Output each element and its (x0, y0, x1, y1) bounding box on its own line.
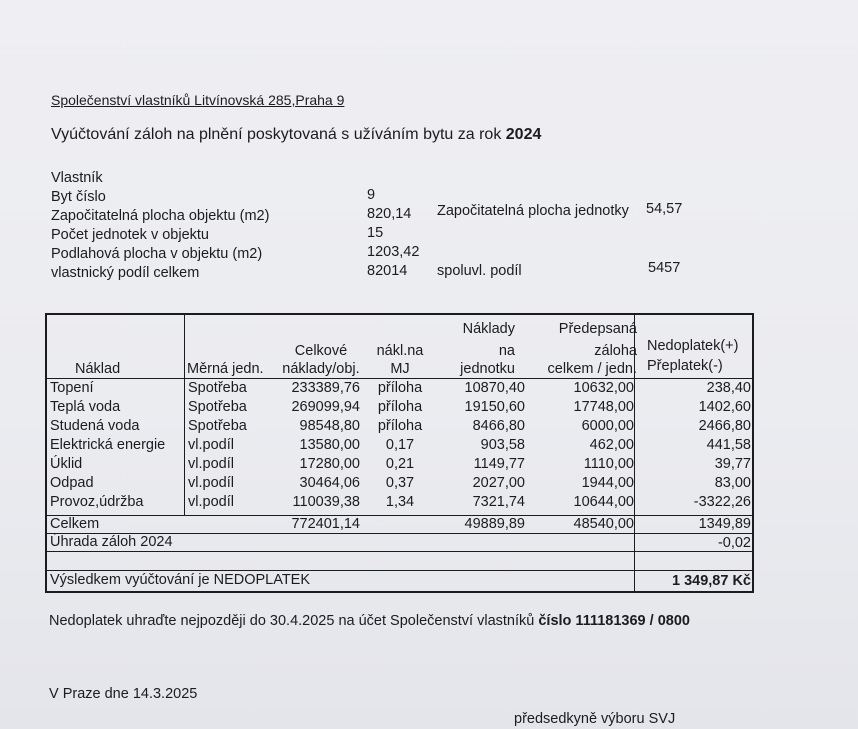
header-jedn-1: Náklady (462, 321, 515, 337)
share-value: 82014 (367, 263, 408, 279)
row-jednotku: 2027,00 (472, 475, 525, 491)
row-jednotka: vl.podíl (188, 494, 234, 510)
row-mj: příloha (377, 380, 423, 396)
date-line: V Praze dne 14.3.2025 (49, 686, 198, 702)
row-mj: příloha (377, 418, 423, 434)
header-zal-1: Předepsaná (558, 321, 637, 337)
title-year: 2024 (505, 126, 542, 143)
row-celkem: 13580,00 (299, 437, 360, 453)
payment-note-text: Nedoplatek uhraďte nejpozději do 30.4.2025 na účet Společenství vlastníků (49, 613, 535, 629)
row-mj: 0,17 (385, 437, 415, 453)
header-jednotka: Měrná jedn. (187, 361, 264, 377)
row-zaloha: 1944,00 (581, 475, 634, 491)
row-vysledek: 441,58 (706, 437, 751, 453)
row-jednotku: 7321,74 (472, 494, 525, 510)
row-zaloha: 6000,00 (581, 418, 634, 434)
row-naklad: Provoz,údržba (50, 494, 144, 510)
row-vysledek: 83,00 (714, 475, 751, 491)
header-zal-3: celkem / jedn. (547, 361, 637, 377)
organization-name: Společenství vlastníků Litvínovská 285,Praha 9 (51, 92, 345, 108)
row-mj: 1,34 (385, 494, 415, 510)
header-jedn-3: jednotku (460, 361, 515, 377)
header-naklad: Náklad (75, 361, 121, 377)
row-jednotka: vl.podíl (188, 456, 234, 472)
row-vysledek: 2466,80 (698, 418, 751, 434)
row-jednotka: Spotřeba (188, 380, 247, 396)
row-jednotku: 19150,60 (464, 399, 525, 415)
share-label: vlastnický podíl celkem (51, 265, 200, 281)
row-jednotka: vl.podíl (188, 437, 234, 453)
row-jednotku: 10870,40 (464, 380, 525, 396)
row-mj: 0,37 (385, 475, 415, 491)
row-jednotka: vl.podíl (188, 475, 234, 491)
row-mj: příloha (377, 399, 423, 415)
row-zaloha: 10644,00 (573, 494, 634, 510)
row-naklad: Odpad (50, 475, 94, 491)
document-title (51, 126, 541, 144)
row-jednotka: Spotřeba (188, 399, 247, 415)
row-celkem: 98548,80 (299, 418, 360, 434)
floor-area-value: 1203,42 (367, 244, 420, 260)
header-zal-2: záloha (594, 343, 637, 359)
row-celkem: 110039,38 (292, 494, 360, 510)
row-jednotku: 8466,80 (472, 418, 525, 434)
header-celkove-2: náklady/obj. (282, 361, 360, 377)
result-value: 1 349,87 Kč (671, 573, 751, 589)
unit-area-value: 54,57 (646, 201, 683, 217)
payment-note (49, 613, 690, 629)
row-naklad: Úklid (50, 456, 83, 472)
units-label: Počet jednotek v objektu (51, 227, 209, 243)
account-number: číslo 111181369 / 0800 (538, 613, 690, 629)
row-celkem: 233389,76 (291, 380, 360, 396)
units-value: 15 (367, 225, 384, 241)
total-jednotku: 49889,89 (464, 516, 525, 532)
total-label: Celkem (50, 516, 100, 532)
row-zaloha: 10632,00 (573, 380, 634, 396)
total-vysledek: 1349,89 (698, 516, 751, 532)
signature-line: předsedkyně výboru SVJ (514, 711, 676, 727)
billing-table (45, 313, 754, 593)
row-jednotku: 903,58 (480, 437, 525, 453)
row-vysledek: 238,40 (706, 380, 751, 396)
header-celkove-1: Celkové (294, 343, 348, 359)
row-vysledek: 39,77 (714, 456, 751, 472)
unit-area-label: Započitatelná plocha jednotky (437, 203, 629, 219)
total-celkem: 772401,14 (291, 516, 360, 532)
row-zaloha: 17748,00 (573, 399, 634, 415)
title-text: Vyúčtování záloh na plnění poskytovaná s užíváním bytu za rok (51, 126, 502, 143)
row-celkem: 269099,94 (291, 399, 360, 415)
row-naklad: Teplá voda (50, 399, 121, 415)
coshare-label: spoluvl. podíl (437, 263, 522, 279)
row-vysledek: 1402,60 (698, 399, 751, 415)
owner-label: Vlastník (51, 170, 103, 186)
row-jednotku: 1149,77 (473, 456, 525, 472)
row-jednotka: Spotřeba (188, 418, 247, 434)
row-naklad: Topení (50, 380, 94, 396)
header-nakl-1: nákl.na (376, 343, 424, 359)
row-naklad: Studená voda (50, 418, 140, 434)
row-celkem: 30464,06 (299, 475, 360, 491)
header-jedn-2: na (498, 343, 515, 359)
header-ned-1: Nedoplatek(+) (647, 338, 739, 354)
area-value: 820,14 (367, 206, 412, 222)
total-zaloha: 48540,00 (573, 516, 634, 532)
row-mj: 0,21 (385, 456, 415, 472)
result-label: Výsledkem vyúčtování je NEDOPLATEK (50, 572, 311, 588)
row-zaloha: 1110,00 (583, 456, 634, 472)
coshare-value: 5457 (648, 260, 681, 276)
advance-value: -0,02 (717, 535, 751, 551)
row-naklad: Elektrická energie (50, 437, 166, 453)
row-zaloha: 462,00 (589, 437, 634, 453)
header-ned-2: Přeplatek(-) (647, 358, 723, 374)
header-nakl-2: MJ (390, 361, 410, 377)
flat-value: 9 (367, 187, 376, 203)
row-celkem: 17280,00 (299, 456, 360, 472)
area-label: Započitatelná plocha objektu (m2) (51, 208, 270, 224)
flat-label: Byt číslo (51, 189, 106, 205)
floor-area-label: Podlahová plocha v objektu (m2) (51, 246, 263, 262)
row-vysledek: -3322,26 (693, 494, 751, 510)
advance-label: Úhrada záloh 2024 (50, 534, 173, 550)
